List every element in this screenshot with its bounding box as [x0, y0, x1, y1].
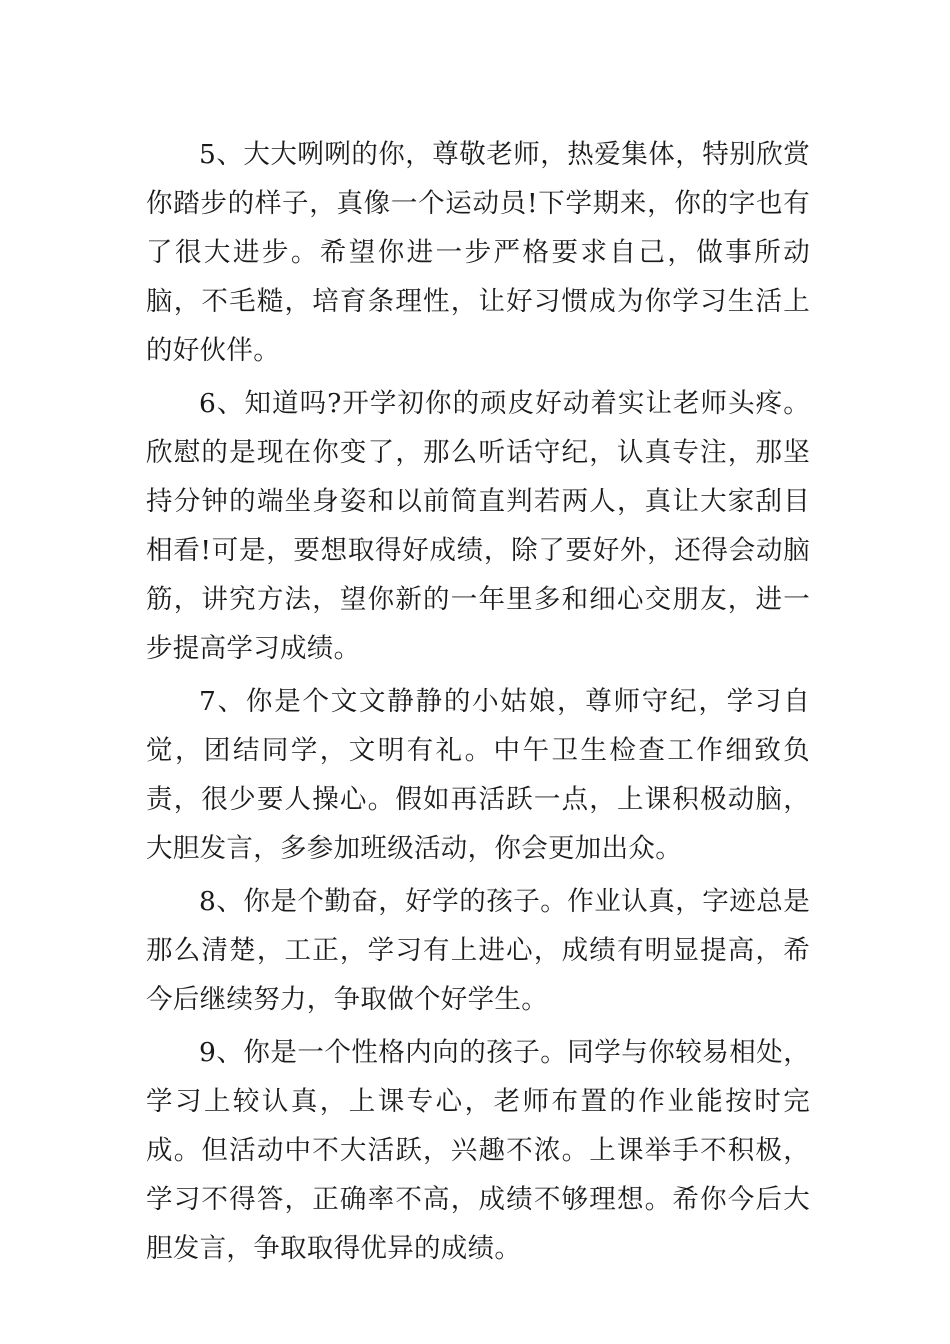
comment-paragraph-8: 8、你是个勤奋，好学的孩子。作业认真，字迹总是那么清楚，工正，学习有上进心，成绩有明显提高，希今后继续努力，争取做个好学生。 — [146, 886, 810, 1015]
comment-paragraph-6: 6、知道吗?开学初你的顽皮好动着实让老师头疼。欣慰的是现在你变了，那么听话守纪，认真专注，那坚持分钟的端坐身姿和以前简直判若两人，真让大家刮目相看!可是，要想取得好成绩，除了要好外，还得会动脑筋，讲究方法，望你新的一年里多和细心交朋友，进一步提高学习成绩。 — [146, 388, 810, 664]
comment-paragraph-7: 7、你是个文文静静的小姑娘，尊师守纪，学习自觉，团结同学，文明有礼。中午卫生检查工作细致负责，很少要人操心。假如再活跃一点，上课积极动脑，大胆发言，多参加班级活动，你会更加出众。 — [146, 686, 810, 864]
comment-paragraph-9: 9、你是一个性格内向的孩子。同学与你较易相处，学习上较认真，上课专心，老师布置的作业能按时完成。但活动中不大活跃，兴趣不浓。上课举手不积极，学习不得答，正确率不高，成绩不够理想。希你今后大胆发言，争取取得优异的成绩。 — [146, 1037, 810, 1264]
comment-paragraph-5: 5、大大咧咧的你，尊敬老师，热爱集体，特别欣赏你踏步的样子，真像一个运动员!下学期来，你的字也有了很大进步。希望你进一步严格要求自己，做事所动脑，不毛糙，培育条理性，让好习惯成为你学习生活上的好伙伴。 — [146, 139, 810, 366]
document-page — [146, 130, 810, 1277]
